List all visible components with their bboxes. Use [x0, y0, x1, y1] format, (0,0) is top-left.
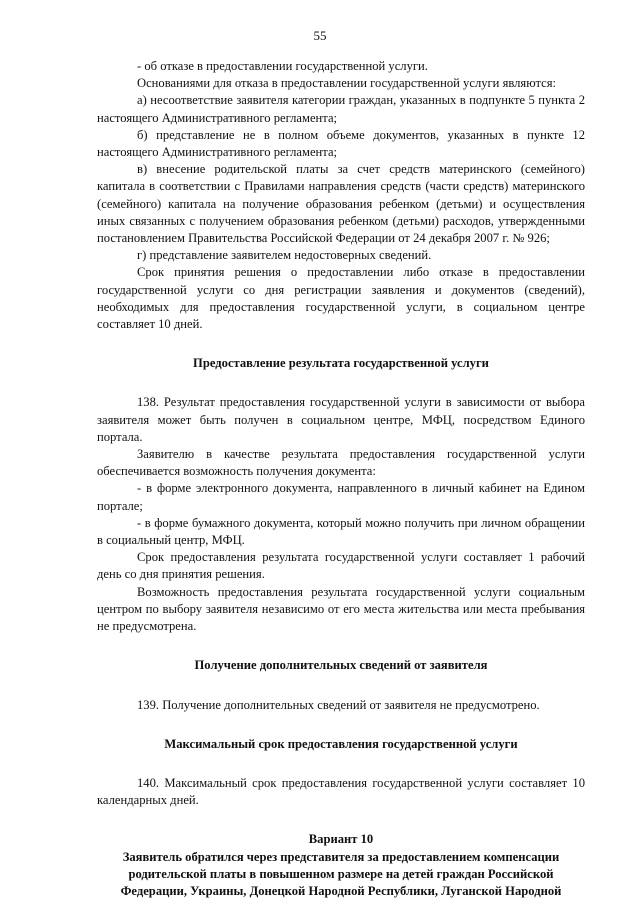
- paragraph: б) представление не в полном объеме документов, указанных в пункте 12 настоящего Административного регламента;: [97, 127, 585, 160]
- paragraph: Возможность предоставления результата государственной услуги социальным центром по выбору заявителя независимо от его места жительства или места пребывания не предусмотрена.: [97, 584, 585, 634]
- paragraph: Основаниями для отказа в предоставлении государственной услуги являются:: [137, 76, 557, 91]
- paragraph: - об отказе в предоставлении государственной услуги.: [137, 59, 428, 73]
- spacer: [97, 372, 585, 394]
- page-number: 55: [313, 28, 327, 43]
- spacer: [97, 635, 585, 657]
- spacer: [97, 714, 585, 736]
- paragraph: - в форме бумажного документа, который можно получить при личном обращении в социальный центр, МФЦ.: [97, 515, 585, 548]
- paragraph: Срок принятия решения о предоставлении либо отказе в предоставлении государственной услуги со дня регистрации заявления и документов (сведений), необходимых для предоставления государственной услуги, в социальном центре составляет 10 дней.: [97, 265, 585, 332]
- paragraph: Заявителю в качестве результата предоставления государственной услуги обеспечивается возможность получения документа:: [97, 447, 585, 479]
- spacer: [97, 333, 585, 355]
- paragraph: в) внесение родительской платы за счет средств материнского (семейного) капитала в соответствии с Правилами направления средств (части средств) материнского (семейного) капитала на получение образования ребенком (детьми) и осуществления иных связанных с получением образования ребенком (детьми) расходов, утвержденными постановлением Правительства Российской Федерации от 24 декабря 2007 г. № 926;: [97, 162, 585, 246]
- section-heading: Предоставление результата государственной услуги: [193, 356, 489, 371]
- paragraph: Срок предоставления результата государственной услуги составляет 1 рабочий день со дня принятия решения.: [97, 550, 585, 582]
- paragraph: г) представление заявителем недостоверных сведений.: [137, 248, 432, 263]
- spacer: [97, 809, 585, 831]
- paragraph: 140. Максимальный срок предоставления государственной услуги составляет 10 календарных дней.: [97, 775, 585, 808]
- paragraph: 139. Получение дополнительных сведений от заявителя не предусмотрено.: [137, 697, 540, 712]
- spacer: [97, 753, 585, 775]
- paragraph: 138. Результат предоставления государственной услуги в зависимости от выбора заявителя может быть получен в социальном центре, МФЦ, посредством Единого портала.: [97, 395, 585, 444]
- document-body: [97, 58, 585, 900]
- section-heading: Вариант 10: [308, 832, 374, 847]
- section-heading: Получение дополнительных сведений от заявителя: [194, 658, 488, 673]
- paragraph: - в форме электронного документа, направленного в личный кабинет на Едином портале;: [97, 481, 585, 513]
- section-heading: Максимальный срок предоставления государственной услуги: [164, 736, 518, 751]
- section-heading: Заявитель обратился через представителя за предоставлением компенсации родительской платы в повышенном размере на детей граждан Российской Федерации, Украины, Донецкой Народной Республики, Луганской Народной: [120, 849, 562, 898]
- spacer: [97, 675, 585, 697]
- paragraph: а) несоответствие заявителя категории граждан, указанных в подпункте 5 пункта 2 настоящего Административного регламента;: [97, 93, 585, 125]
